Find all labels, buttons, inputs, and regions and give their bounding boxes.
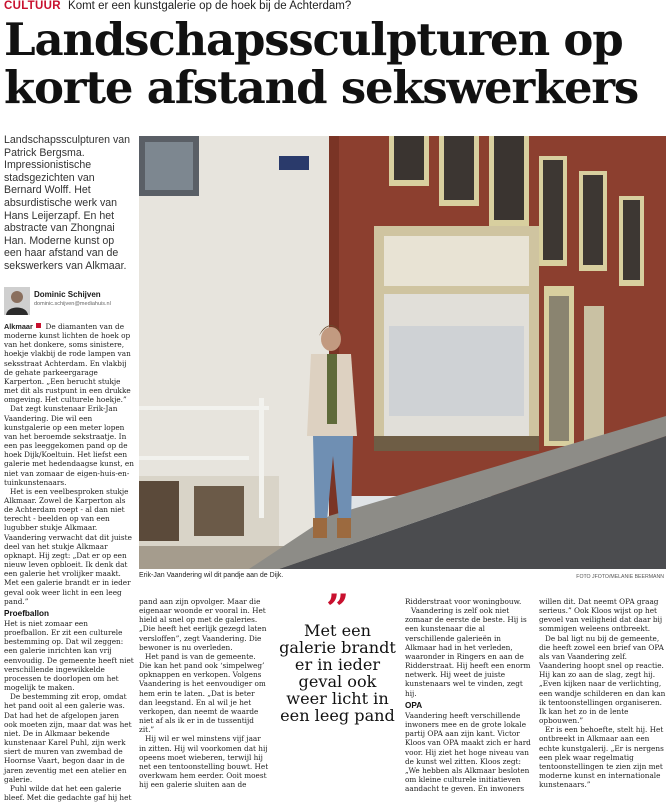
paragraph: Puhl wilde dat het een galerie bleef. Met die gedachte gaf hij het [4, 783, 132, 802]
article-column-4 [539, 597, 666, 790]
paragraph: Er is een behoefte, stelt hij. Het ontbreekt in Alkmaar aan een echte kunstgalerij. „Er is nergens een plek waar regelmatig tentoonstellingen te zien zijn met moderne kunst en internationale kunstenaars.” [539, 725, 664, 790]
paragraph: Vaandering heeft verschillende inwoners mee en de grote lokale partij OPA aan zijn kant. Victor Kloos van OPA maakt zich er hard voor. Hij ziet het hoge niveau van de kunst wel zitten. Kloos zegt: „We hebben als Alkmaar besloten om kleine culturele initiatieven aandacht te geven. En inwoners [405, 710, 531, 794]
paragraph: De bal ligt nu bij de gemeente, die heeft zowel een brief van OPA als van Vaandering zelf. Vaandering hoopt snel op reactie. Hij kan zo aan de slag, zegt hij. „Even kijken naar de verlichting, een wandje schilderen en dan kan ik tentoonstellingen organiseren. Ik kan het zo in de lente opbouwen.” [539, 633, 666, 726]
dateline: Alkmaar [4, 322, 33, 331]
paragraph: Ridderstraat voor woningbouw. [405, 597, 522, 606]
kicker [4, 0, 351, 12]
article-column-3 [405, 597, 533, 794]
lead-paragraph [4, 322, 134, 404]
paragraph: willen dit. Dat neemt OPA graag serieus.” Ook Kloos wijst op het gevoel van veiligheid dat daar bij sommigen weleens ontbreekt. [539, 597, 663, 634]
dateline-square-icon [36, 323, 41, 328]
photo-illustration [139, 136, 666, 569]
paragraph: Het pand is van de gemeente. Die kan het pand ook ‘simpelweg’ opknappen en verkopen. Volgens Vaandering is het eenvoudiger om hem erin te laten. „Dat is beter dan leegstand. En al wil je het verkopen, dan neemt de waarde niet af als ik er in de tussentijd zit.” [139, 651, 266, 735]
kicker-question: Komt er een kunstgalerie op de hoek bij de Achterdam? [68, 0, 352, 12]
article-column-2 [139, 597, 270, 790]
article-photo [139, 136, 666, 569]
subhead: OPA [405, 700, 423, 710]
paragraph: De bestemming zit erop, omdat het pand ooit al een galerie was. Dat had het de afgelopen jaren ook moeten zijn, maar dat was het niet. De in Alkmaar bekende kunstenaar Karel Puhl, zijn werk siert de muren van zwembad de Hoornse Vaart, begon daar in de jaren zeventig met een atelier en galerie. [4, 692, 132, 784]
photo-credit: FOTO JFOTO/MELANIE BEERMANN [576, 574, 664, 580]
headline: Landschapssculpturen op korte afstand sekswerkers [4, 13, 639, 114]
paragraph: Het is niet zomaar een proefballon. Er zit een culturele bestemming op. Dat wil zeggen: een galerie inrichten kan vrij eenvoudig. De gemeente heeft niet verschillende ingewikkelde processen te doorlopen om het mogelijk te maken. [4, 619, 134, 693]
paragraph: Hij wil er wel minstens vijf jaar in zitten. Hij wil voorkomen dat hij opeens moet wieberen, terwijl hij net een tentoonstelling bouwt. Het overkwam hem eerder. Ooit moest hij een galerie sluiten aan de [139, 734, 269, 790]
section-label: CULTUUR [4, 0, 61, 12]
pull-quote [277, 586, 398, 725]
quote-text: Met een galerie brandt er in ieder geval ook weer licht in een leeg pand [279, 621, 396, 725]
author-email: dominic.schijven@mediahuis.nl [34, 301, 111, 307]
paragraph: De diamanten van de moderne kunst lichten de hoek op van het donkere, soms sinistere, hoekje vlakbij de rode lampen van seksstraat Achterdam. En vlakbij de gehate parkeergarage Karperton. „Een berucht stukje met dit als rustpunt in een drukke omgeving. Het culturele hoekje.” [4, 322, 131, 405]
intro-text: Landschapssculpturen van Patrick Bergsma. Impressionistische stadsgezichten van Bernard Wolff. Het absurdistische werk van Hans Leijerzapf. En het abstracte van Zhongnai Han. Moderne kunst op een haar afstand van de sekswerkers van Alkmaar. [4, 134, 131, 272]
paragraph: pand aan zijn opvolger. Maar die eigenaar woonde er vooral in. Het hield al snel op met de galeries. „Die heeft het eerlijk gezegd laten versloffen”, zegt Vaandering. Die bewoner is nu overleden. [139, 597, 267, 652]
subhead: Proefballon [4, 608, 50, 618]
paragraph: Dat zegt kunstenaar Erik-Jan Vaandering. Die wil een kunstgalerie op een meter lopen van het beroemde sekstraatje. In een pas leeggekomen pand op de hoek Dijk/Koeltuin. Het liefst een galerie met hedendaagse kunst, en niet van zomaar de eigen-huis-en-tuinkunstenaars. [4, 404, 134, 487]
author-name: Dominic Schijven [34, 290, 101, 299]
author-avatar [4, 287, 30, 315]
author-byline [4, 287, 134, 317]
article-column-1 [4, 322, 134, 802]
paragraph: Het is een veelbesproken stukje Alkmaar. Zowel de Karperton als de Achterdam roept - al dan niet terecht - beelden op van een lugubber stukje Alkmaar. Vaandering verwacht dat dit juiste deel van het stukje Alkmaar opknapt. Hij zegt: „Dat er op een nieuw leven opbloeit. Ik denk dat een galerie het vrolijker maakt. Met een galerie brandt er in ieder geval ook weer licht in een leeg pand.” [4, 486, 132, 606]
paragraph: Vaandering is zelf ook niet zomaar de eerste de beste. Hij is een kunstenaar die al verschillende galerieën in Alkmaar had in het verleden, waaronder in Ringers en aan de Ridderstraat. Hij heeft een enorm netwerk. Hij weet de juiste kunstenaars wel te vinden, zegt hij. [405, 606, 531, 698]
quote-mark-icon: ” [325, 586, 349, 633]
photo-caption: Erik-Jan Vaandering wil dit pandje aan de Dijk. [139, 572, 284, 579]
